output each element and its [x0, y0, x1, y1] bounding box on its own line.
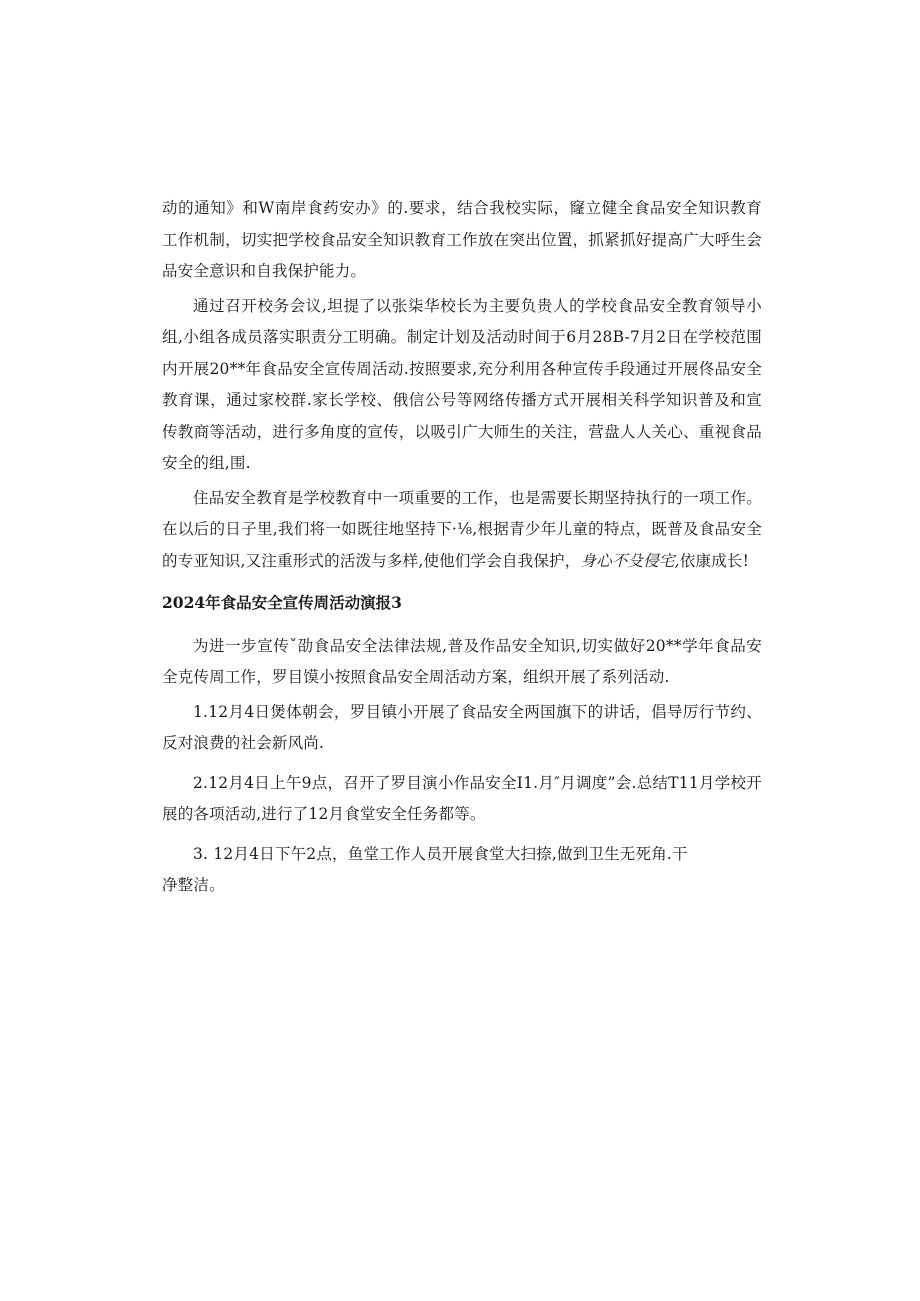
conclusion-italic-phrase: 身心不殳侵宅, [580, 551, 680, 570]
section-heading: 2024年食品安全宣传周活动演报3 [162, 593, 402, 612]
list-item-3-continued: 净整洁。 [162, 876, 225, 894]
list-item-3: 3. 12月4日下午2点，鱼堂工作人员开展食堂大扫捺,做到卫生无死角.干 [193, 844, 688, 863]
list-item-2: 2.12月4日上午9点，召开了罗目演小作品安全I1.月″月调度”会.总结T11月学校开展的各项活动,进行了12月食堂安全任务都等。 [162, 773, 762, 823]
conclusion-ending: 依康成长! [679, 551, 750, 570]
paragraph-meeting-activities: 通过召开校务会议,坦提了以张柒华校长为主要负贵人的学校食品安全教育领导小组,小组各成员落实职责分工明确。制定计划及活动时间于6月28B-7月2日在学校范围内开展20**年食品安全宣传周活动.按照要求,充分利用各种宣传手段通过开展佟品安全教育课，通过家校群.家长学校、俄信公号等网络传播方式开展相关科学知识普及和宣传教商等活动，进行多角度的宣传，以吸引广大师生的关注，营盘人人关心、重视食品安全的组,围. [162, 296, 762, 472]
list-item-1: 1.12月4日煲体朝会，罗目镇小开展了食品安全两国旗下的讲话，倡导厉行节约、反对浪费的社会新风尚. [162, 702, 762, 752]
paragraph-conclusion [162, 483, 762, 578]
paragraph-report-intro: 为进一步宣传ˇ劭食品安全法律法规,普及作品安全知识,切实做好20**学年食品安全克传周工作，罗目馍小按照食品安全周活动方案，组织开展了系列活动. [162, 636, 762, 686]
paragraph-notice-requirements: 动的通知》和W南岸食药安办》的.要求，结合我校实际，窿立健全食品安全知识教育工作机制，切实把学校食品安全知识教育工作放在突出位置，抓紧抓好提高广大呼生会品安全意识和自我保护能力。 [162, 199, 762, 280]
conclusion-text: 住品安全教育是学校教育中一项重要的工作，也是需要长期坚持执行的一项工作。在以后的日子里,我们将一如既往地坚持下·⅛,根据青少年儿童的特点，既普及食品安全的专亚知识,又注重形式的活泼与多样,使他们学会自我保护， [162, 488, 762, 570]
document-body [162, 193, 762, 902]
